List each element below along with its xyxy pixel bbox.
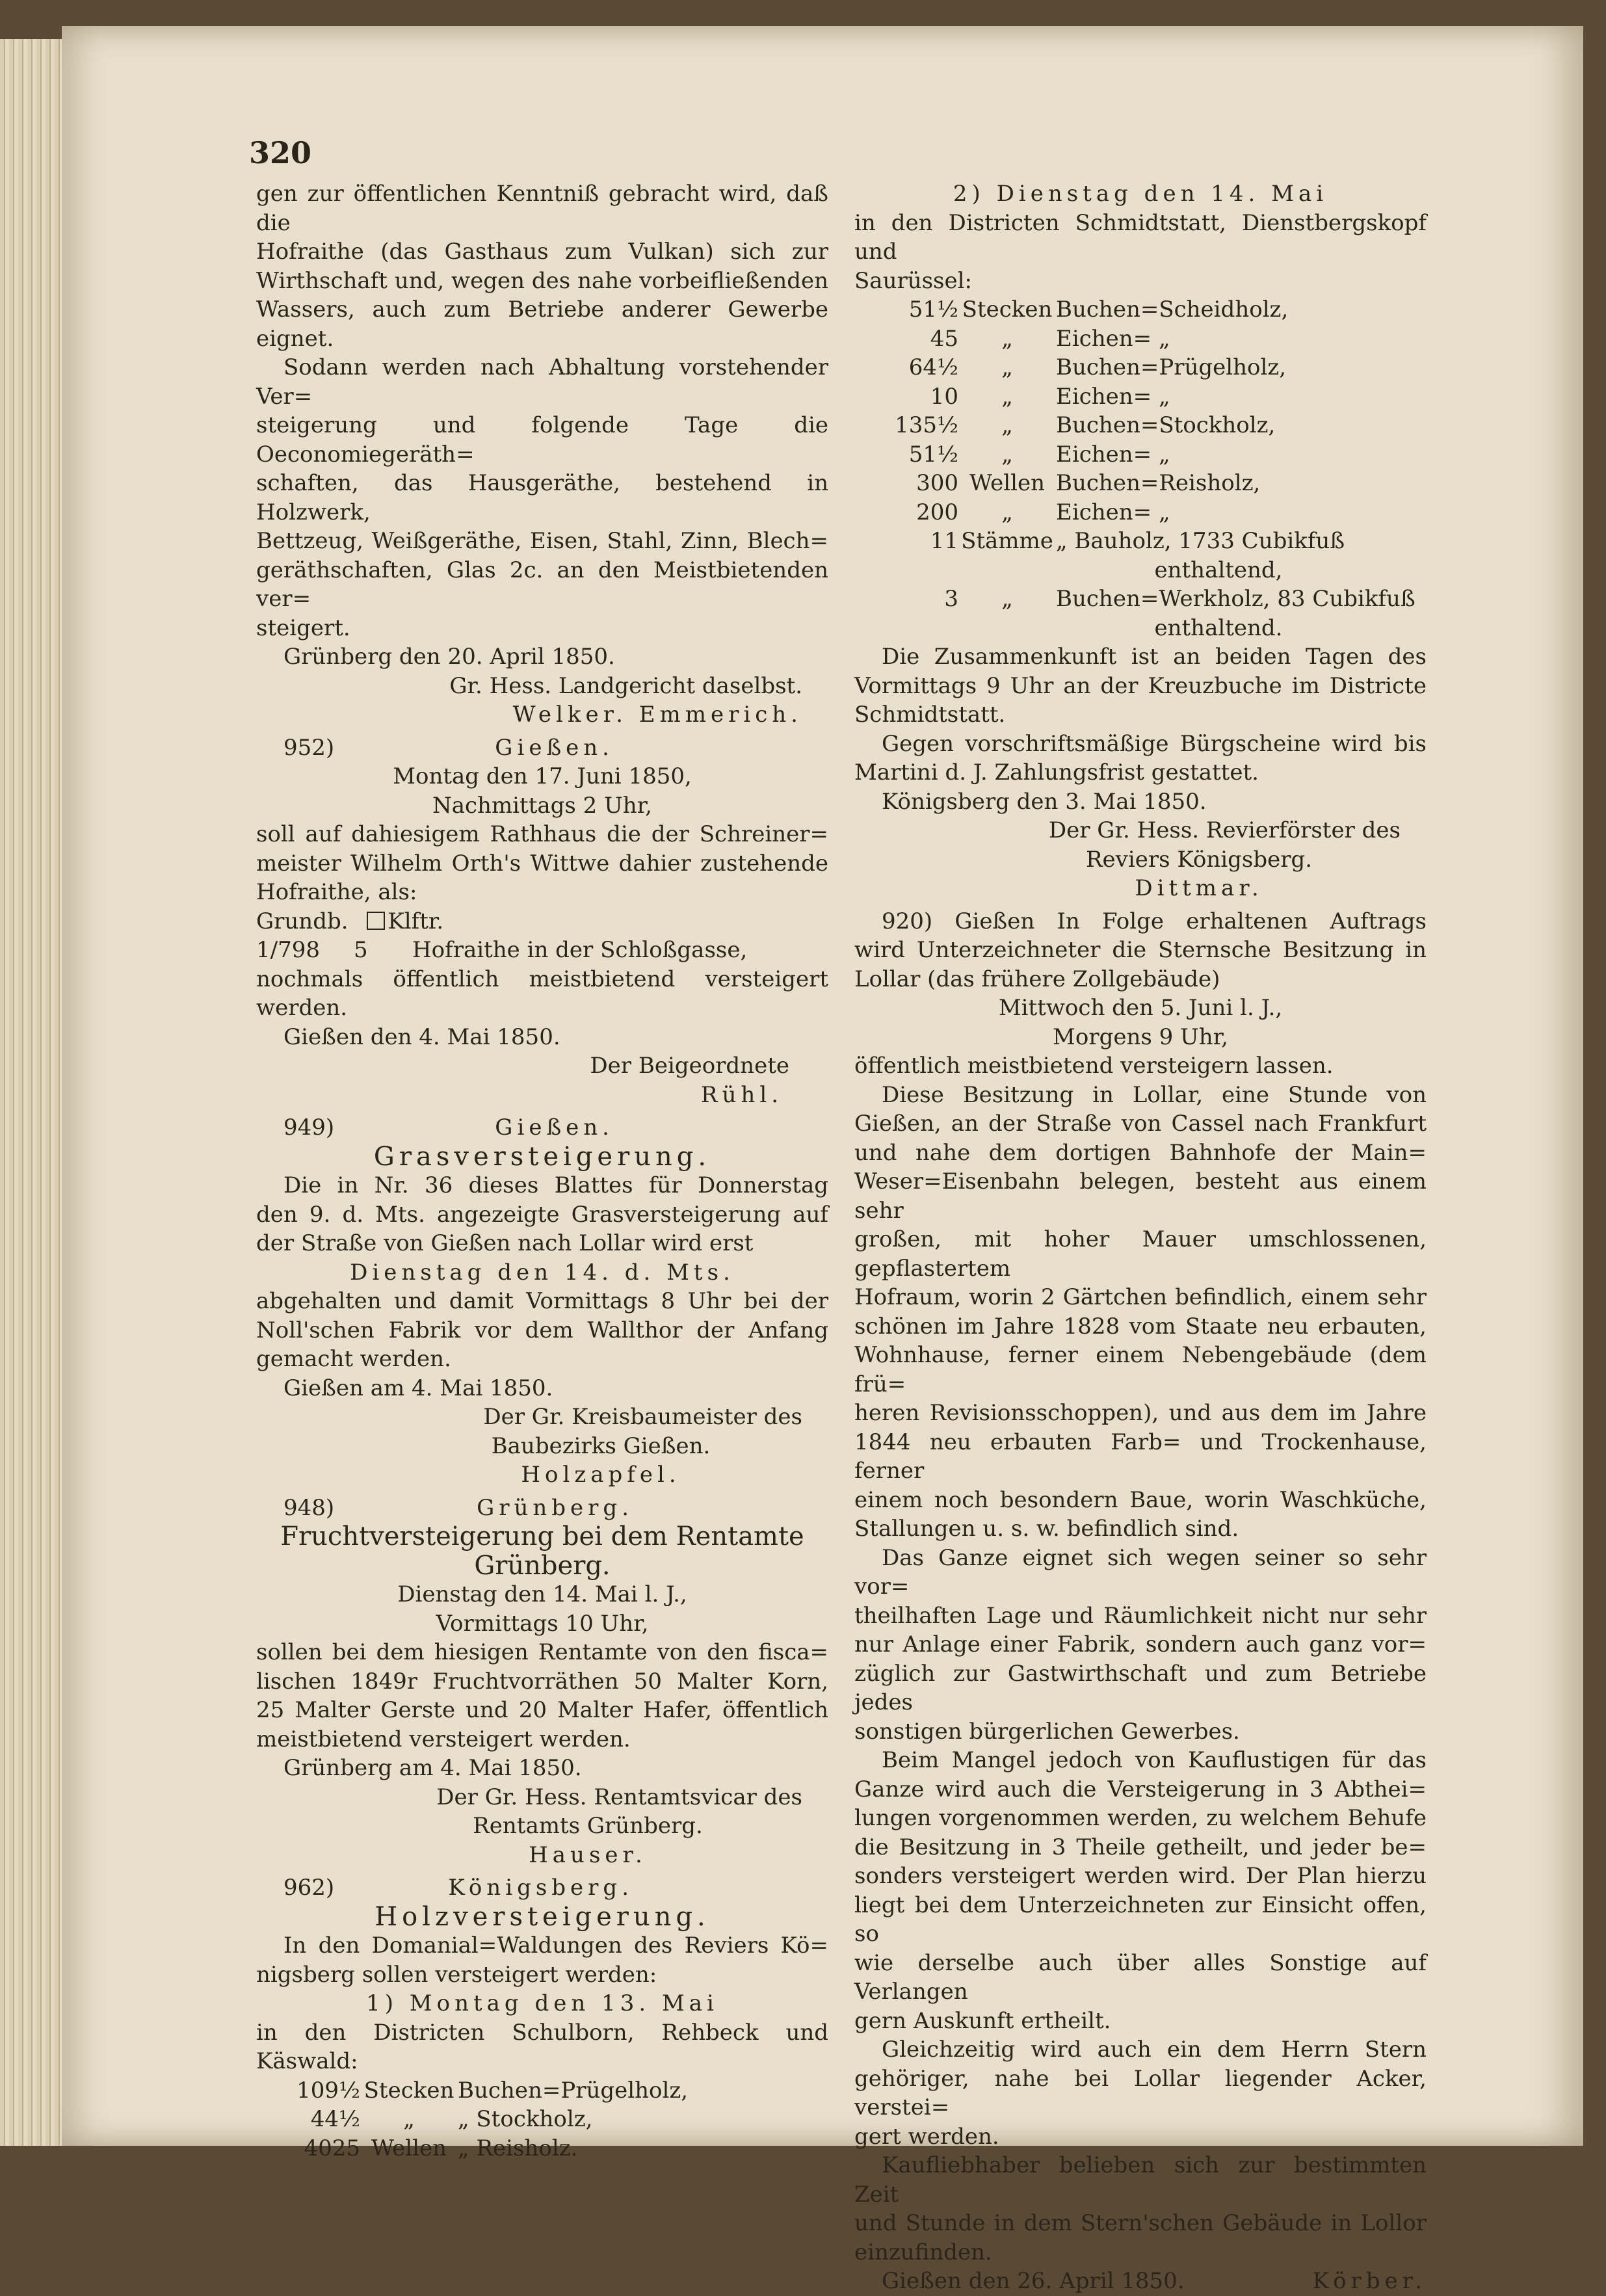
table-row <box>854 382 1427 412</box>
date-line: Gießen den 26. April 1850. <box>882 2268 1185 2294</box>
cell: 45 <box>930 325 958 352</box>
text-line: und Stunde in dem Stern'schen Gebäude in Lollor <box>854 2210 1427 2236</box>
notice-number: 962) <box>283 1875 335 1901</box>
notice-date: Montag den 17. Juni 1850, <box>393 763 692 789</box>
subsection: 2) Dienstag den 14. Mai <box>953 181 1328 207</box>
text-line: geräthschaften, Glas 2c. an den Meistbietenden ver= <box>256 557 828 612</box>
cell: Eichen= „ <box>1056 383 1170 410</box>
text-line: liegt bei dem Unterzeichneten zur Einsicht offen, so <box>854 1892 1427 1947</box>
text-line: sonstigen bürgerlichen Gewerbes. <box>854 1718 1240 1745</box>
signature: Welker. Emmerich. <box>512 702 802 728</box>
text-line: Schmidtstatt. <box>854 702 1006 728</box>
text-line: Noll'schen Fabrik vor dem Wallthor der Anfang <box>256 1317 828 1343</box>
table-row <box>854 295 1427 324</box>
subsection: 1) Montag den 13. Mai <box>366 1990 718 2016</box>
text-line: Vormittags 9 Uhr an der Kreuzbuche im Districte <box>854 672 1427 699</box>
cell: Eichen= „ <box>1056 499 1170 525</box>
signature: Rühl. <box>700 1081 783 1108</box>
text-line: 920) Gießen In Folge erhaltenen Auftrags <box>882 908 1427 934</box>
cell: „ <box>1001 383 1013 410</box>
right-column <box>854 179 1427 2296</box>
text-line: Wirthschaft und, wegen des nahe vorbeifließenden <box>256 267 828 294</box>
notice-date: Dienstag den 14. d. Mts. <box>350 1259 735 1286</box>
cell: Buchen=Scheidholz, <box>1056 297 1289 323</box>
notice-header <box>256 1113 828 1142</box>
cell: Eichen= „ <box>1056 325 1170 352</box>
text-line: sonders versteigert werden wird. Der Plan hierzu <box>854 1863 1427 1889</box>
text-line: schönen im Jahre 1828 vom Staate neu erbauten, <box>854 1313 1427 1339</box>
cell: 3 <box>944 586 958 612</box>
text-line: gert werden. <box>854 2123 999 2150</box>
text-line: Das Ganze eignet sich wegen seiner so sehr vor= <box>854 1544 1427 1600</box>
square-icon <box>367 912 385 930</box>
text-line: Beim Mangel jedoch von Kauflustigen für das <box>882 1747 1427 1773</box>
text-line: Hofraithe (das Gasthaus zum Vulkan) sich zur <box>256 239 828 265</box>
cell: 4025 <box>304 2135 360 2161</box>
notice-number: 948) <box>283 1494 335 1521</box>
text-line: züglich zur Gastwirthschaft und zum Betriebe jedes <box>854 1660 1427 1715</box>
text-line: meister Wilhelm Orth's Wittwe dahier zustehende <box>256 850 828 877</box>
cell: „ <box>1001 441 1013 468</box>
text-line: steigerung und folgende Tage die Oeconomiegeräth= <box>256 412 828 468</box>
notice-heading: Holzversteigerung. <box>375 1901 710 1932</box>
cell: „ Stockholz, <box>458 2106 593 2132</box>
text-line: meistbietend versteigert werden. <box>256 1726 631 1752</box>
cell: „ Bauholz, 1733 Cubikfuß <box>1056 528 1345 554</box>
text-line: 25 Malter Gerste und 20 Malter Hafer, öffentlich <box>256 1697 828 1723</box>
page-number: 320 <box>249 135 312 170</box>
text-line: wird Unterzeichneter die Sternsche Besitzung in <box>854 937 1427 963</box>
text-line: In den Domanial=Waldungen des Reviers Kö= <box>283 1933 828 1959</box>
text-line: in den Districten Schulborn, Rehbeck und Käswald: <box>256 2019 828 2074</box>
cell: „ <box>1001 586 1013 612</box>
table-row <box>854 585 1427 614</box>
text-line: den 9. d. Mts. angezeigte Grasversteigerung auf <box>256 1201 828 1228</box>
text-line: öffentlich meistbietend versteigern lassen. <box>854 1053 1334 1079</box>
table-row <box>854 440 1427 469</box>
notice-time: Vormittags 10 Uhr, <box>436 1610 649 1637</box>
text-line: Bettzeug, Weißgeräthe, Eisen, Stahl, Zinn, Blech= <box>256 528 828 554</box>
cell: 44½ <box>310 2106 360 2132</box>
table-row <box>256 2105 828 2134</box>
cell: 51½ <box>908 441 958 468</box>
text-line: großen, mit hoher Mauer umschlossenen, gepflastertem <box>854 1226 1427 1282</box>
text-line: die Besitzung in 3 Theile getheilt, und jeder be= <box>854 1834 1427 1860</box>
text-line: Hofraithe, als: <box>256 879 417 905</box>
notice-date: Mittwoch den 5. Juni l. J., <box>998 995 1283 1021</box>
cell: Buchen=Werkholz, 83 Cubikfuß <box>1056 586 1415 612</box>
text-line: gern Auskunft ertheilt. <box>854 2007 1111 2034</box>
cell: Stecken <box>363 2077 454 2104</box>
text-line: Saurüssel: <box>854 267 972 294</box>
cell: Buchen=Prügelholz, <box>458 2077 689 2104</box>
cell: Eichen= „ <box>1056 441 1170 468</box>
text-line: Wassers, auch zum Betriebe anderer Gewerbe eignet. <box>256 297 828 352</box>
text-line: enthaltend. <box>1154 614 1283 641</box>
notice-number: 949) <box>283 1115 335 1141</box>
cell: „ <box>1001 499 1013 525</box>
signature: Hauser. <box>529 1841 647 1868</box>
text-line: wie derselbe auch über alles Sonstige auf Verlangen <box>854 1949 1427 2005</box>
text-line: gehöriger, nahe bei Lollar liegender Acker, verstei= <box>854 2065 1427 2120</box>
table-row <box>256 2076 828 2105</box>
text-line: Stallungen u. s. w. befindlich sind. <box>854 1516 1239 1542</box>
text-line: Hofraum, worin 2 Gärtchen befindlich, einem sehr <box>854 1284 1427 1310</box>
notice-date: Dienstag den 14. Mai l. J., <box>397 1581 687 1607</box>
cell: „ <box>403 2106 415 2132</box>
text-line: in den Districten Schmidtstatt, Dienstbergskopf und <box>854 209 1427 265</box>
closing-line <box>854 2267 1427 2296</box>
cell: 300 <box>916 470 958 496</box>
text-line: sollen bei dem hiesigen Rentamte von den fisca= <box>256 1639 828 1665</box>
cell: „ Reisholz. <box>458 2135 578 2161</box>
notice-place: Gießen. <box>495 734 614 761</box>
text-line: Weser=Eisenbahn belegen, besteht aus einem sehr <box>854 1168 1427 1224</box>
cell: Wellen <box>371 2135 447 2161</box>
notice-place: Gießen. <box>495 1115 614 1141</box>
text-line: schaften, das Hausgeräthe, bestehend in Holzwerk, <box>256 470 828 525</box>
table-row <box>854 324 1427 354</box>
text-line: lischen 1849r Fruchtvorräthen 50 Malter Korn, <box>256 1668 828 1695</box>
table-row <box>854 527 1427 556</box>
text-line: und nahe dem dortigen Bahnhofe der Main= <box>854 1139 1427 1166</box>
date-line: Gießen am 4. Mai 1850. <box>283 1375 553 1401</box>
text-line: nur Anlage einer Fabrik, sondern auch ganz vor= <box>854 1631 1427 1657</box>
cell: Stecken <box>962 297 1053 323</box>
text-line: enthaltend, <box>1154 557 1283 583</box>
cell: Stämme <box>961 528 1053 554</box>
signature: Dittmar. <box>1135 875 1263 901</box>
text-line: Gleichzeitig wird auch ein dem Herrn Stern <box>882 2037 1427 2063</box>
cell: „ <box>1001 325 1013 352</box>
notice-header <box>256 1873 828 1903</box>
text-line: Gießen, an der Straße von Cassel nach Frankfurt <box>854 1111 1427 1137</box>
notice-heading: Grünberg. <box>474 1550 611 1581</box>
left-column <box>256 179 828 2163</box>
cell: 51½ <box>908 297 958 323</box>
text-line: Die in Nr. 36 dieses Blattes für Donnerstag <box>283 1172 828 1198</box>
signature-role: Der Gr. Hess. Revierförster des <box>1048 817 1401 843</box>
text-line: theilhaften Lage und Räumlichkeit nicht nur sehr <box>854 1602 1427 1629</box>
table-row <box>256 2134 828 2163</box>
signature-role: Rentamts Grünberg. <box>473 1813 703 1839</box>
table-row <box>854 411 1427 440</box>
signature: Holzapfel. <box>521 1462 681 1488</box>
text-line: Die Zusammenkunft ist an beiden Tagen des <box>882 644 1427 670</box>
notice-header <box>256 733 828 763</box>
table-row <box>256 936 828 965</box>
cell: 11 <box>930 528 958 554</box>
cell: Wellen <box>969 470 1046 496</box>
table-head-a: Grundb. <box>256 908 349 934</box>
signature-role: Der Gr. Kreisbaumeister des <box>483 1404 802 1430</box>
cell: 135½ <box>895 412 958 438</box>
text-line: nigsberg sollen versteigert werden: <box>256 1961 657 1988</box>
text-line: Lollar (das frühere Zollgebäude) <box>854 966 1220 992</box>
table-row <box>854 469 1427 498</box>
cell: 5 <box>354 937 368 963</box>
date-line: Grünberg am 4. Mai 1850. <box>283 1755 582 1781</box>
cell: Buchen=Stockholz, <box>1056 412 1276 438</box>
cell: „ <box>1001 412 1013 438</box>
cell: 1/798 <box>256 937 320 963</box>
text-line: der Straße von Gießen nach Lollar wird erst <box>256 1230 754 1256</box>
table-head-b: Klftr. <box>388 908 444 934</box>
notice-place: Königsberg. <box>448 1875 633 1901</box>
notice-header <box>256 1494 828 1523</box>
text-line: Wohnhause, ferner einem Nebengebäude (dem frü= <box>854 1342 1427 1397</box>
cell: 10 <box>930 383 958 410</box>
notice-heading: Grasversteigerung. <box>373 1141 711 1172</box>
notice-heading: Fruchtversteigerung bei dem Rentamte <box>280 1522 804 1551</box>
text-line: soll auf dahiesigem Rathhaus die der Schreiner= <box>256 821 828 847</box>
signature-role: Reviers Königsberg. <box>1085 846 1313 873</box>
signature-role: Der Gr. Hess. Rentamtsvicar des <box>436 1784 802 1810</box>
notice-time: Nachmittags 2 Uhr, <box>432 792 652 819</box>
date-line: Königsberg den 3. Mai 1850. <box>882 788 1207 815</box>
text-line: einzufinden. <box>854 2239 992 2265</box>
text-line: Kaufliebhaber belieben sich zur bestimmten Zeit <box>854 2152 1427 2208</box>
cell: 200 <box>916 499 958 525</box>
table-head <box>256 907 828 936</box>
signature: Körber. <box>1312 2268 1427 2294</box>
text-line: heren Revisionsschoppen), und aus dem im Jahre <box>854 1400 1427 1426</box>
text-line: Ganze wird auch die Versteigerung in 3 Abthei= <box>854 1776 1427 1802</box>
notice-place: Grünberg. <box>477 1494 633 1521</box>
text-line: Martini d. J. Zahlungsfrist gestattet. <box>854 759 1259 785</box>
table-row <box>854 353 1427 382</box>
notice-number: 952) <box>283 734 335 761</box>
cell: Buchen=Prügelholz, <box>1056 354 1287 380</box>
cell: „ <box>1001 354 1013 380</box>
text-line: Sodann werden nach Abhaltung vorstehender Ver= <box>256 354 828 410</box>
text-line: gen zur öffentlichen Kenntniß gebracht wird, daß die <box>256 181 828 236</box>
text-line: einem noch besondern Baue, worin Waschküche, <box>854 1486 1427 1513</box>
table-row <box>854 498 1427 527</box>
text-line: lungen vorgenommen werden, zu welchem Behufe <box>854 1805 1427 1831</box>
cell: Buchen=Reisholz, <box>1056 470 1261 496</box>
text-line: steigert. <box>256 614 350 641</box>
cell: Hofraithe in der Schloßgasse, <box>412 937 748 963</box>
text-line: Diese Besitzung in Lollar, eine Stunde von <box>882 1081 1427 1108</box>
cell: 109½ <box>296 2077 360 2104</box>
text-line: abgehalten und damit Vormittags 8 Uhr bei der <box>256 1288 828 1314</box>
notice-time: Morgens 9 Uhr, <box>1053 1023 1228 1050</box>
date-line: Gießen den 4. Mai 1850. <box>283 1023 560 1050</box>
text-line: nochmals öffentlich meistbietend versteigert werden. <box>256 966 828 1021</box>
text-line: gemacht werden. <box>256 1346 451 1372</box>
cell: 64½ <box>908 354 958 380</box>
date-line: Grünberg den 20. April 1850. <box>283 644 615 670</box>
text-line: Gegen vorschriftsmäßige Bürgscheine wird bis <box>882 730 1427 757</box>
signature-role: Baubezirks Gießen. <box>491 1432 711 1459</box>
signature-role: Der Beigeordnete <box>590 1053 789 1079</box>
authority: Gr. Hess. Landgericht daselbst. <box>449 672 802 699</box>
text-line: 1844 neu erbauten Farb= und Trockenhause, ferner <box>854 1429 1427 1484</box>
